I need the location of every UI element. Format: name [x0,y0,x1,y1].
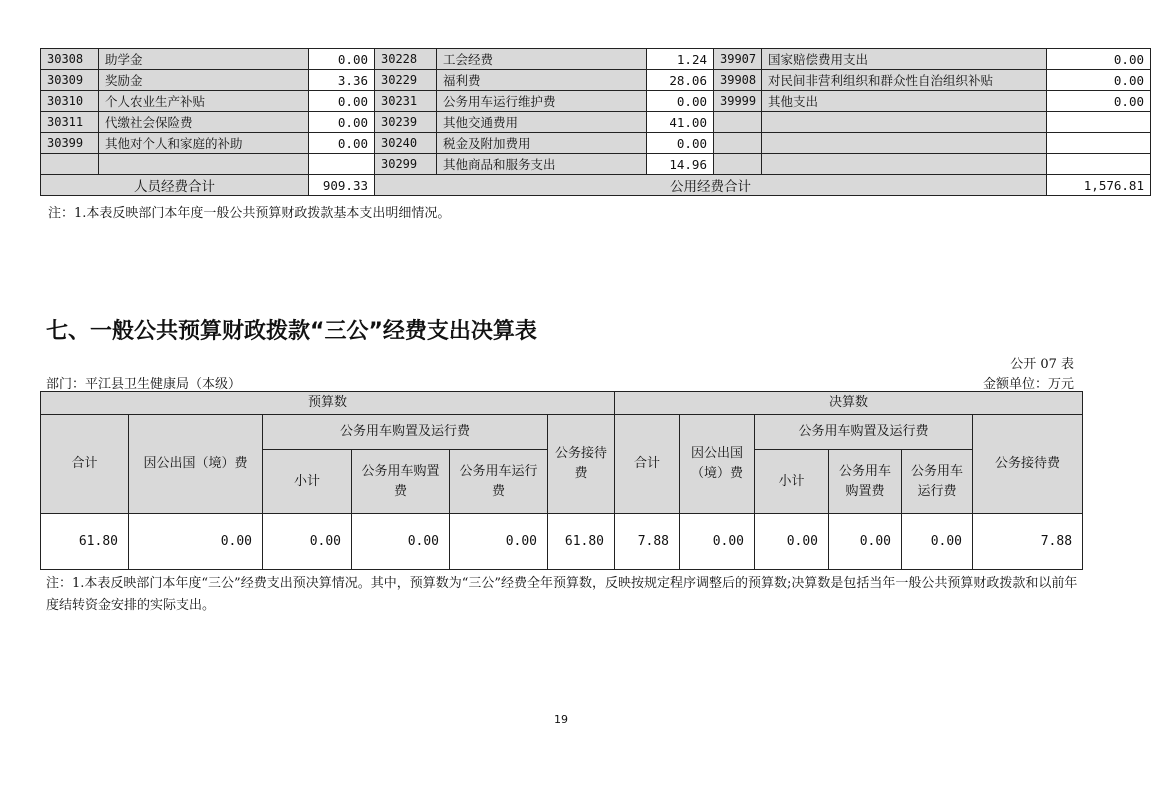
final-operation-header: 公务用车运行费 [902,450,973,514]
personnel-item: 其他对个人和家庭的补助 [99,133,309,154]
final-vehicle-group-header: 公务用车购置及运行费 [755,415,973,450]
budget-operation-value: 0.00 [450,514,548,570]
personnel-code: 30308 [41,49,99,70]
basic-expense-detail-table [40,48,1151,196]
personnel-total-label: 人员经费合计 [41,175,309,196]
public-value: 0.00 [647,91,714,112]
final-abroad-header: 因公出国（境）费 [680,415,755,514]
final-total-header: 合计 [615,415,680,514]
other-item: 国家赔偿费用支出 [762,49,1047,70]
personnel-value: 0.00 [309,133,375,154]
budget-subtotal-value: 0.00 [263,514,352,570]
budget-operation-header: 公务用车运行费 [450,450,548,514]
budget-abroad-header: 因公出国（境）费 [129,415,263,514]
department-label: 部门：平江县卫生健康局（本级） [46,377,242,392]
budget-header: 预算数 [41,392,615,415]
personnel-item [99,154,309,175]
final-reception-header: 公务接待费 [973,415,1083,514]
public-code: 30239 [375,112,437,133]
budget-reception-header: 公务接待费 [548,415,615,514]
personnel-code: 30310 [41,91,99,112]
personnel-value: 0.00 [309,91,375,112]
other-code [714,112,762,133]
budget-purchase-value: 0.00 [352,514,450,570]
other-item: 对民间非营利组织和群众性自治组织补贴 [762,70,1047,91]
public-total-label: 公用经费合计 [375,175,1047,196]
personnel-code [41,154,99,175]
table-note: 注：1.本表反映部门本年度一般公共预算财政拨款基本支出明细情况。 [48,206,451,221]
public-code: 30228 [375,49,437,70]
other-code: 39908 [714,70,762,91]
table-row [41,70,1151,91]
personnel-value: 0.00 [309,112,375,133]
budget-total-value: 61.80 [41,514,129,570]
final-subtotal-value: 0.00 [755,514,829,570]
personnel-item: 代缴社会保险费 [99,112,309,133]
personnel-code: 30309 [41,70,99,91]
other-value [1047,154,1151,175]
public-item: 税金及附加费用 [437,133,647,154]
page-number: 19 [554,713,568,726]
other-code: 39907 [714,49,762,70]
personnel-code: 30311 [41,112,99,133]
table-row [41,133,1151,154]
final-operation-value: 0.00 [902,514,973,570]
public-code: 30229 [375,70,437,91]
other-code: 39999 [714,91,762,112]
other-item: 其他支出 [762,91,1047,112]
budget-abroad-value: 0.00 [129,514,263,570]
public-code: 30231 [375,91,437,112]
table-row [41,112,1151,133]
other-item [762,133,1047,154]
personnel-value: 0.00 [309,49,375,70]
budget-total-header: 合计 [41,415,129,514]
other-value: 0.00 [1047,70,1151,91]
public-item: 工会经费 [437,49,647,70]
personnel-value [309,154,375,175]
public-item: 公务用车运行维护费 [437,91,647,112]
other-value [1047,112,1151,133]
totals-row [41,175,1151,196]
public-value: 0.00 [647,133,714,154]
budget-subtotal-header: 小计 [263,450,352,514]
personnel-total-value: 909.33 [309,175,375,196]
final-header: 决算数 [615,392,1083,415]
other-item [762,154,1047,175]
public-item: 其他交通费用 [437,112,647,133]
table-row [41,91,1151,112]
sangong-expense-table [40,391,1083,570]
table-row [41,154,1151,175]
form-number: 公开 07 表 [1010,357,1074,372]
personnel-item: 奖励金 [99,70,309,91]
unit-label: 金额单位：万元 [982,377,1074,392]
budget-vehicle-group-header: 公务用车购置及运行费 [263,415,548,450]
final-subtotal-header: 小计 [755,450,829,514]
public-item: 其他商品和服务支出 [437,154,647,175]
table-row [41,49,1151,70]
budget-purchase-header: 公务用车购置费 [352,450,450,514]
section-title: 七、一般公共预算财政拨款“三公”经费支出决算表 [46,319,537,344]
other-value [1047,133,1151,154]
other-code [714,133,762,154]
personnel-code: 30399 [41,133,99,154]
values-row [41,514,1083,570]
personnel-item: 助学金 [99,49,309,70]
public-value: 14.96 [647,154,714,175]
public-value: 28.06 [647,70,714,91]
other-value: 0.00 [1047,91,1151,112]
final-reception-value: 7.88 [973,514,1083,570]
other-value: 0.00 [1047,49,1151,70]
public-total-value: 1,576.81 [1047,175,1151,196]
other-code [714,154,762,175]
public-item: 福利费 [437,70,647,91]
public-code: 30240 [375,133,437,154]
public-value: 1.24 [647,49,714,70]
final-total-value: 7.88 [615,514,680,570]
public-code: 30299 [375,154,437,175]
other-item [762,112,1047,133]
final-purchase-header: 公务用车购置费 [829,450,902,514]
sangong-note: 注：1.本表反映部门本年度“三公”经费支出预决算情况。其中，预算数为“三公”经费全年预算数，反映按规定程序调整后的预算数;决算数是包括当年一般公共预算财政拨款和以前年度结转资金安排的实际支出。 [46,576,1078,613]
final-abroad-value: 0.00 [680,514,755,570]
budget-reception-value: 61.80 [548,514,615,570]
public-value: 41.00 [647,112,714,133]
personnel-item: 个人农业生产补贴 [99,91,309,112]
personnel-value: 3.36 [309,70,375,91]
final-purchase-value: 0.00 [829,514,902,570]
